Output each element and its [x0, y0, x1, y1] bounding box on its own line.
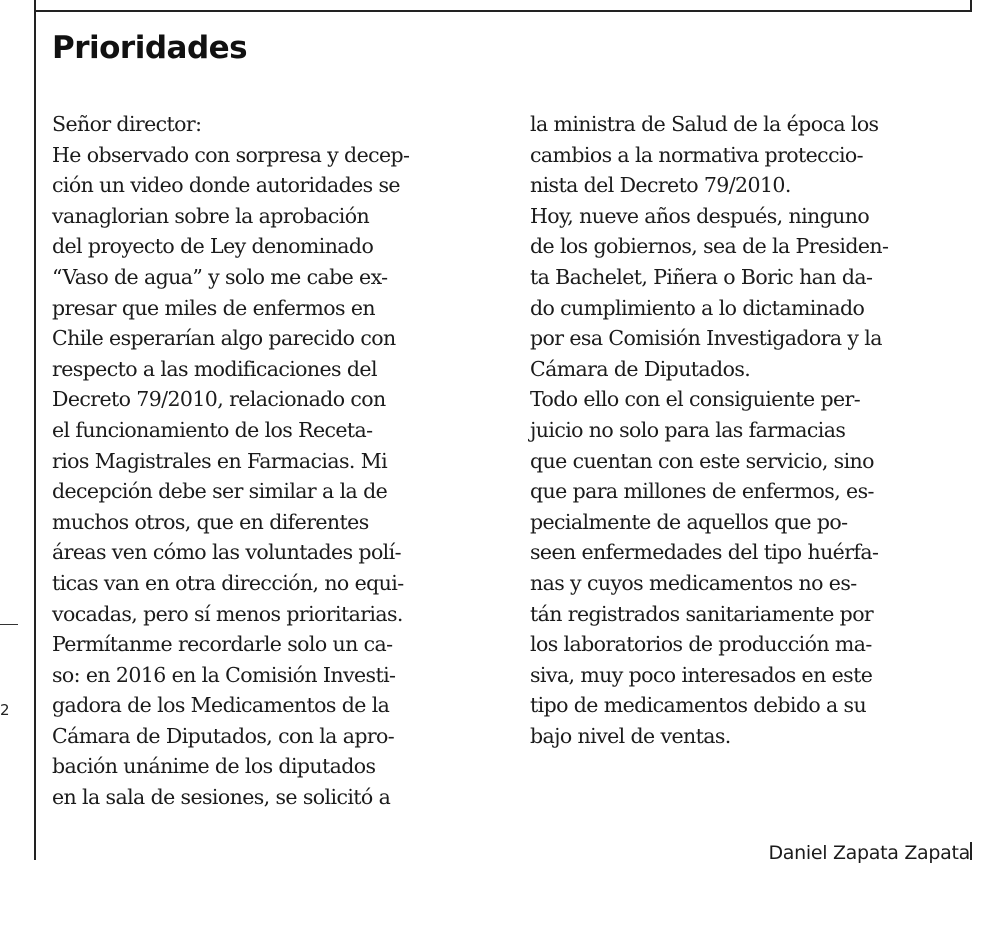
- column-rule-right-bottom: [970, 842, 972, 860]
- text-line: tán registrados sanitariamente por: [530, 601, 874, 626]
- top-rule: [34, 10, 972, 12]
- text-line: Cámara de Diputados, con la apro-: [52, 723, 395, 748]
- text-line: del proyecto de Ley denominado: [52, 234, 374, 259]
- right-column: [530, 109, 975, 751]
- text-line: áreas ven cómo las voluntades polí-: [52, 540, 401, 565]
- text-line: pecialmente de aquellos que po-: [530, 509, 848, 534]
- text-line: presar que miles de enfermos en: [52, 295, 375, 320]
- text-line: decepción debe ser similar a la de: [52, 479, 388, 504]
- text-line: He observado con sorpresa y decep-: [52, 142, 410, 167]
- text-line: de los gobiernos, sea de la Presiden-: [530, 234, 889, 259]
- margin-tick: [0, 624, 18, 625]
- text-line: el funcionamiento de los Receta-: [52, 417, 373, 442]
- text-line: juicio no solo para las farmacias: [530, 417, 846, 442]
- text-line: “Vaso de agua” y solo me cabe ex-: [52, 264, 388, 289]
- column-rule-right-top: [970, 0, 972, 12]
- text-line: tipo de medicamentos debido a su: [530, 693, 867, 718]
- text-line: Chile esperarían algo parecido con: [52, 326, 396, 351]
- column-rule-left: [34, 0, 36, 860]
- text-line: gadora de los Medicamentos de la: [52, 693, 390, 718]
- text-line: bación unánime de los diputados: [52, 754, 376, 779]
- text-line: por esa Comisión Investigadora y la: [530, 326, 882, 351]
- margin-page-number: 2: [0, 701, 10, 719]
- text-line: que cuentan con este servicio, sino: [530, 448, 874, 473]
- text-line: so: en 2016 en la Comisión Investi-: [52, 662, 396, 687]
- text-line: Decreto 79/2010, relacionado con: [52, 387, 386, 412]
- text-line: nista del Decreto 79/2010.: [530, 173, 791, 198]
- text-line: Todo ello con el consiguiente per-: [530, 387, 861, 412]
- text-line: vanaglorian sobre la aprobación: [52, 203, 370, 228]
- article-title: Prioridades: [52, 30, 248, 66]
- text-line: vocadas, pero sí menos prioritarias.: [52, 601, 403, 626]
- text-line: nas y cuyos medicamentos no es-: [530, 570, 857, 595]
- text-line: Permítanme recordarle solo un ca-: [52, 632, 393, 657]
- author-signature: Daniel Zapata Zapata: [768, 842, 970, 864]
- text-line: ticas van en otra dirección, no equi-: [52, 570, 404, 595]
- text-line: Cámara de Diputados.: [530, 356, 751, 381]
- text-line: ción un video donde autoridades se: [52, 173, 400, 198]
- text-line: la ministra de Salud de la época los: [530, 112, 879, 136]
- text-line: Señor director:: [52, 112, 202, 136]
- text-line: siva, muy poco interesados en este: [530, 662, 873, 687]
- text-line: cambios a la normativa proteccio-: [530, 142, 863, 167]
- text-line: do cumplimiento a lo dictaminado: [530, 295, 865, 320]
- text-line: ta Bachelet, Piñera o Boric han da-: [530, 264, 873, 289]
- text-line: seen enfermedades del tipo huérfa-: [530, 540, 879, 565]
- left-column: [52, 109, 492, 813]
- text-line: los laboratorios de producción ma-: [530, 632, 872, 657]
- text-line: rios Magistrales en Farmacias. Mi: [52, 448, 388, 473]
- text-line: que para millones de enfermos, es-: [530, 479, 874, 504]
- text-line: respecto a las modificaciones del: [52, 356, 377, 381]
- text-line: muchos otros, que en diferentes: [52, 509, 369, 534]
- text-line: bajo nivel de ventas.: [530, 723, 731, 748]
- text-line: Hoy, nueve años después, ninguno: [530, 203, 870, 228]
- text-line: en la sala de sesiones, se solicitó a: [52, 785, 391, 810]
